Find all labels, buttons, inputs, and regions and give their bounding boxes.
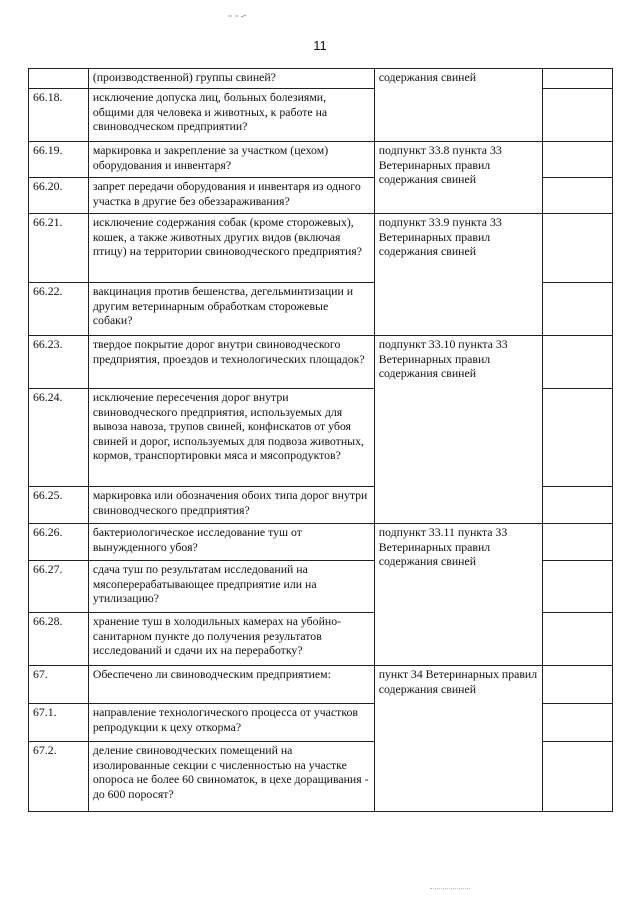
item-number: 66.25.: [29, 487, 89, 524]
item-number: 67.2.: [29, 742, 89, 812]
answer-cell[interactable]: [543, 613, 613, 666]
item-number: 66.20.: [29, 178, 89, 214]
item-question: твердое покрытие дорог внутри свиноводческого предприятия, проездов и технологических площадок?: [88, 336, 374, 389]
item-question: Обеспечено ли свиноводческим предприятием:: [88, 666, 374, 704]
answer-cell[interactable]: [543, 561, 613, 613]
table-row: [29, 524, 613, 561]
page-number: 11: [313, 38, 327, 53]
item-reference: подпункт 33.9 пункта 33 Ветеринарных правил содержания свиней: [374, 214, 542, 336]
item-number: 66.23.: [29, 336, 89, 389]
table-row: [29, 666, 613, 704]
answer-cell[interactable]: [543, 89, 613, 142]
answer-cell[interactable]: [543, 666, 613, 704]
answer-cell[interactable]: [543, 487, 613, 524]
item-question: запрет передачи оборудования и инвентаря из одного участка в другие без обеззараживания?: [88, 178, 374, 214]
answer-cell[interactable]: [543, 214, 613, 283]
answer-cell[interactable]: [543, 178, 613, 214]
item-number: [29, 69, 89, 89]
item-reference: подпункт 33.11 пункта 33 Ветеринарных правил содержания свиней: [374, 524, 542, 666]
item-reference: содержания свиней: [374, 69, 542, 142]
item-number: 66.28.: [29, 613, 89, 666]
scan-mark: [228, 14, 248, 18]
item-question: маркировка и закрепление за участком (цехом) оборудования и инвентаря?: [88, 142, 374, 178]
item-reference: пункт 34 Ветеринарных правил содержания свиней: [374, 666, 542, 812]
item-number: 66.22.: [29, 283, 89, 336]
item-question: сдача туш по результатам исследований на мясоперерабатывающее предприятие или на утилизацию?: [88, 561, 374, 613]
item-question: деление свиноводческих помещений на изолированные секции с численностью на участке опороса не более 60 свиноматок, в цехе доращивания - до 600 поросят?: [88, 742, 374, 812]
answer-cell[interactable]: [543, 142, 613, 178]
scan-mark-bottom: [430, 888, 470, 891]
answer-cell[interactable]: [543, 69, 613, 89]
item-reference: подпункт 33.10 пункта 33 Ветеринарных правил содержания свиней: [374, 336, 542, 524]
item-question: исключение допуска лиц, больных болезиями, общими для человека и животных, к работе на свиноводческом предприятии?: [88, 89, 374, 142]
item-question: исключение пересечения дорог внутри свиноводческого предприятия, используемых для вывоза навоза, трупов свиней, конфискатов от убоя свиней и дорог, используемых для подвоза животных, кормов, транспортировки мяса и мясопродуктов?: [88, 389, 374, 487]
item-question: бактериологическое исследование туш от вынужденного убоя?: [88, 524, 374, 561]
item-question: вакцинация против бешенства, дегельминтизации и другим ветеринарным обработкам сторожевые собаки?: [88, 283, 374, 336]
table-row: [29, 69, 613, 89]
item-number: 66.24.: [29, 389, 89, 487]
answer-cell[interactable]: [543, 336, 613, 389]
item-question: хранение туш в холодильных камерах на убойно-санитарном пункте до получения результатов исследований и сдачи их на переработку?: [88, 613, 374, 666]
answer-cell[interactable]: [543, 524, 613, 561]
table-row: [29, 214, 613, 283]
table-row: [29, 336, 613, 389]
item-question: маркировка или обозначения обоих типа дорог внутри свиноводческого предприятия?: [88, 487, 374, 524]
answer-cell[interactable]: [543, 704, 613, 742]
checklist-table: [28, 68, 613, 812]
answer-cell[interactable]: [543, 742, 613, 812]
item-number: 67.: [29, 666, 89, 704]
item-question: исключение содержания собак (кроме сторожевых), кошек, а также животных других видов (включая птицу) на территории свиноводческого предприятия?: [88, 214, 374, 283]
item-number: 67.1.: [29, 704, 89, 742]
answer-cell[interactable]: [543, 283, 613, 336]
answer-cell[interactable]: [543, 389, 613, 487]
item-question: (производственной) группы свиней?: [88, 69, 374, 89]
item-reference: подпункт 33.8 пункта 33 Ветеринарных правил содержания свиней: [374, 142, 542, 214]
table-row: [29, 142, 613, 178]
item-number: 66.21.: [29, 214, 89, 283]
item-number: 66.27.: [29, 561, 89, 613]
item-number: 66.26.: [29, 524, 89, 561]
item-number: 66.19.: [29, 142, 89, 178]
item-question: направление технологического процесса от участков репродукции к цеху откорма?: [88, 704, 374, 742]
item-number: 66.18.: [29, 89, 89, 142]
